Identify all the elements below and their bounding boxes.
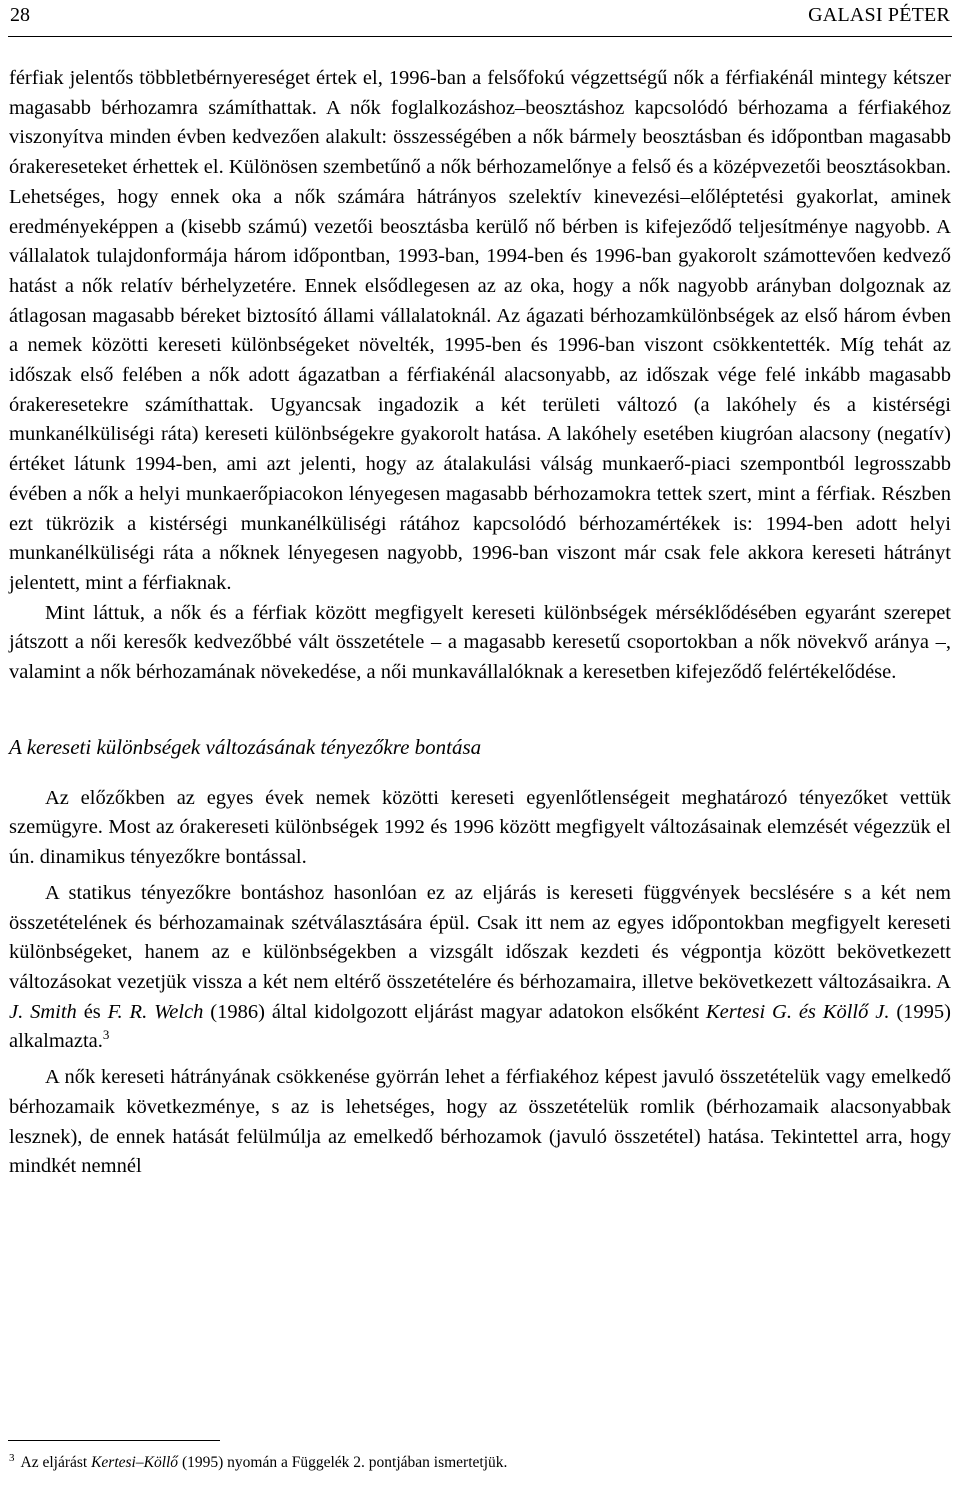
page-number: 28 (10, 4, 30, 26)
footnote: $^3$ Az eljárást Kertesi–Köllő (1995) nyomán a Függelék 2. pontjában ismertetjük. (9, 1452, 508, 1472)
footnote-divider (8, 1440, 220, 1441)
paragraph-method: A statikus tényezőkre bontáshoz hasonlóan ez az eljárás is kereseti függvények becslésére s a két nem összetételének és bérhozamainak szétválasztására épül. Csak itt nem az egyes időpontokban megfigyelt kereseti különbségeket, hanem az e különbségekben a vizsgált időszak kezdeti és végpontja között bekövetkezett változásokat vezetjük vissza a két nem eltérő összetételére és bérhozamaira, illetve bekövetkezett változásaikra. A J. Smith és F. R. Welch (1986) által kidolgozott eljárást magyar adatokon elsőként Kertesi G. és Köllő J. (1995) alkalmazta.$^3$ (9, 881, 952, 1053)
body-text (9, 64, 951, 1182)
footnote-author: Kertesi–Köllő (91, 1454, 179, 1472)
page-header (8, 0, 952, 37)
paragraph-decomposition: A nők kereseti hátrányának csökkenése györrán lehet a férfiakéhoz képest javuló összetételük vagy emelkedő bérhozamaik következménye, s az is lehetséges, hogy az összetételük romlik (bérhozamaik alacsonyabbak lesznek), de ennek hatását felülmúlja az emelkedő bérhozamok (javuló összetétel) hatása. Tekintettel arra, hogy mindkét nemnél (9, 1066, 951, 1178)
paragraph-intro: Az előzőkben az egyes évek nemek közötti kereseti egyenlőtlenségeit meghatározó tényezőket vettük szemügyre. Most az órakereseti különbségek 1992 és 1996 között megfigyelt változásainak elemzését végezzük el ún. dinamikus tényezőkre bontással. (9, 786, 951, 869)
paragraph-continued: férfiak jelentős többletbérnyereséget értek el, 1996-ban a felsőfokú végzettségű nők a férfiakénál mintegy kétszer magasabb bérhozamra számíthattak. A nők foglalkozáshoz–beosztáshoz kapcsolódó bérhozama a férfiakéhoz viszonyítva minden évben kedvezően alakult: összességében a nők bármely beosztásban és időpontban magasabb órakereseteket érhettek el. Különösen szembetűnő a nők bérhozamelőnye a felső és a középvezetői beosztásokban. Lehetséges, hogy ennek oka a nők számára hátrányos szelektív kinevezési–előléptetési gyakorlat, aminek eredményeképpen a (kisebb számú) vezetői beosztásba kerülő nő bérben is kifejeződő teljesítménye nagyobb. A vállalatok tulajdonformája három időpontban, 1993-ban, 1994-ben és 1996-ban gyakorolt számottevően kedvező hatást a nők relatív bérhelyzetére. Ennek elsődlegesen az az oka, hogy a nők nagyobb arányban dolgoznak az átlagosan magasabb béreket biztosító állami vállalatoknál. Az ágazati bérhozamkülönbségek az első három évben a nemek közötti kereseti különbségeket növelték, 1995-ben és 1996-ban viszont csökkentették. Míg tehát az időszak első felében a nők adott ágazatban a férfiakénál alacsonyabb, az időszak vége felé inkább magasabb órakeresetekre számíthattak. Ugyancsak ingadozik a két területi változó (a lakóhely és a kistérségi munkanélküliségi ráta) kereseti különbségekre gyakorolt hatása. A lakóhely esetében kiugróan alacsony (negatív) értéket látunk 1994-ben, ami azt jelenti, hogy az átalakulási válság munkaerő-piaci szempontból legrosszabb évében a nők a helyi munkaerőpiacokon lényegesen magasabb bérhozamokra tettek szert, mint a férfiak. Részben ezt tükrözik a kistérségi munkanélküliségi rátához kapcsolódó bérhozamértékek is: 1994-ben adott helyi munkanélküliségi ráta a nőknek lényegesen nagyobb, 1996-ban viszont már csak fele akkora kereseti hátrányt jelentett, mint a férfiaknak. (9, 67, 951, 594)
section-title: A kereseti különbségek változásának tényezőkre bontása (9, 734, 482, 759)
author-citation: Kertesi G. és Köllő J. (705, 1000, 890, 1023)
footnote-reference[interactable]: 3 (102, 1027, 110, 1043)
running-head-author: GALASI PÉTER (808, 4, 950, 26)
paragraph-summary: Mint láttuk, a nők és a férfiak között megfigyelt kereseti különbségek mérséklődésében egyaránt szerepet játszott a női keresők kedvezőbbé vált összetétele – a magasabb keresetű csoportokban a nők növekvő aránya –, valamint a nők bérhozamának növekedése, a női munkavállalóknak a keresetben kifejeződő felértékelődése. (9, 601, 951, 684)
author-citation: F. R. Welch (107, 1000, 204, 1023)
footnote-mark: 3 (9, 1452, 15, 1464)
author-citation: J. Smith (9, 1000, 77, 1023)
